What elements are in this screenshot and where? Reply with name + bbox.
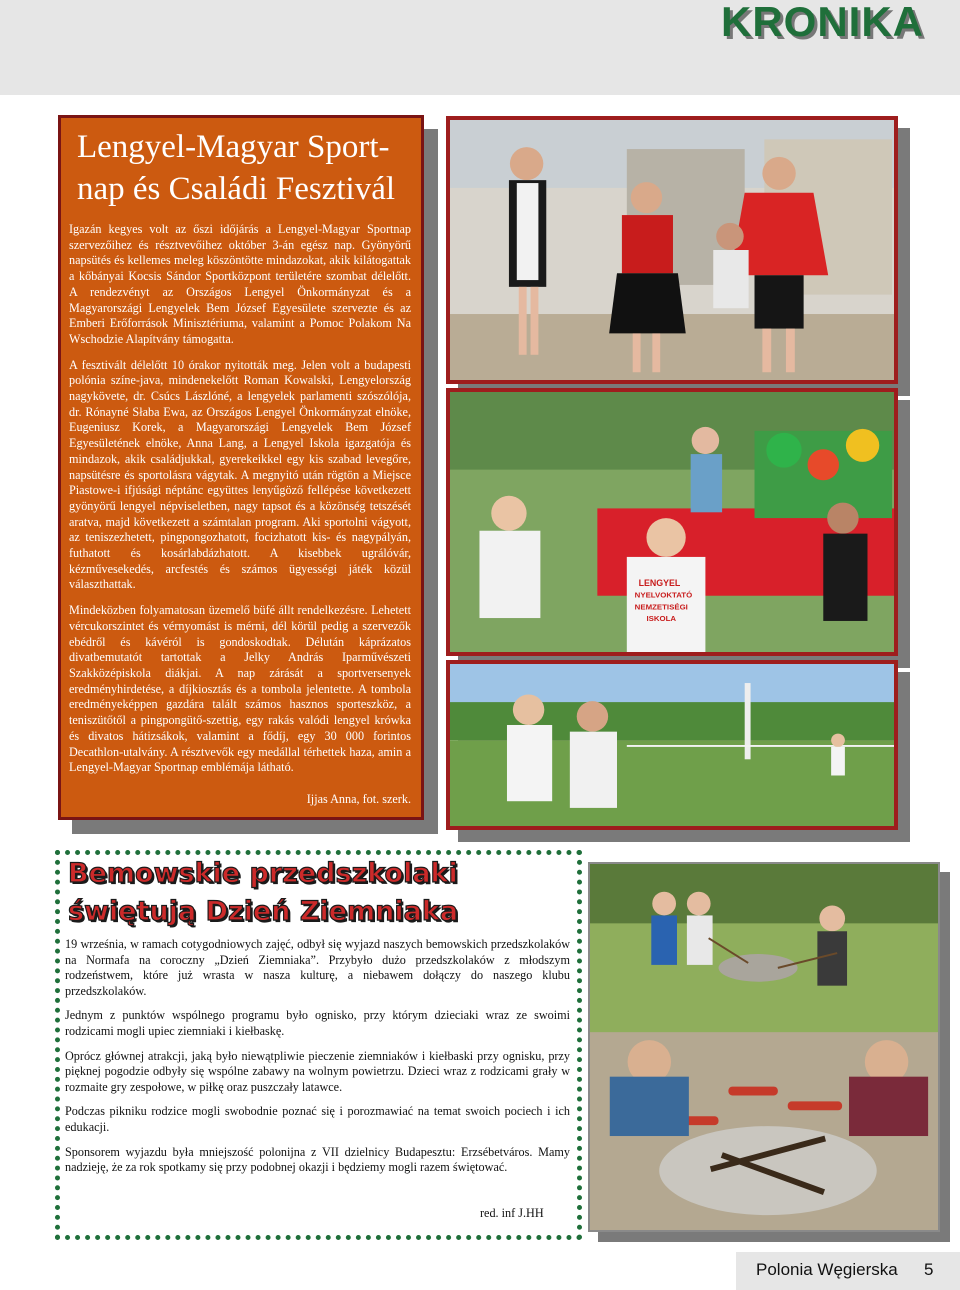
polish-paragraph: Jednym z punktów wspólnego programu było ognisko, przy którym dzieciaki wraz ze swoimi rodzicami mogli upiec ziemniaki i kiełbaskę. [65,1008,570,1038]
polish-article-title [68,855,573,931]
article-paragraph: Mindeközben folyamatosan üzemelő büfé állt rendelkezésre. Lehetett vércukorszintet és vérnyomást is mérni, dél körül pedig a szervezők ebédről és kávéról is gondoskodtak. Délután káprázatos divatbemutatót tartottak a Jelky András Iparművészeti Szakközépiskola diákjai. A nap zárását a sportversenyek eredményhirdetése, a díjkiosztás és a tombola jelentette. A tombola eredményeképpen gazdára talált számos hasznos sporteszköz, a teniszütőtől a pingpongütő-szettig, egy rakás valódi lengyel krówka és divatos hátizsákok, valamint a fődíj, egy 30 000 forintos Decathlon-utalvány. A résztvevők egy medállal térhettek haza, amin a Lengyel-Magyar Sportnap emblémája látható. [69,603,411,775]
article-paragraph: A fesztivált délelőtt 10 órakor nyitották meg. Jelen volt a budapesti polónia színe-java, mindenekelőtt Roman Kowalski, Lengyelország nagykövete, dr. Csúcs Lászlóné, a lengyelek parlamenti szószólója, dr. Rónayné Słaba Ewa, az Országos Lengyel Önkormányzat elnöke, Eugeniusz Korek, a Magyarországi Lengyelek Bem József Egyesületének elnöke, Anna Lang, a Lengyel Iskola igazgatója és mindazok, akik családjukkal, gyerekeikkel egy kis szabad levegőre, napsütésre és sportolásra vágytak. A megnyitó után rögtön a Miejsce Piastowe-i ifjúsági néptánc együttes lenyűgöző fellépése következett gyönyörű lengyel népviseletben, nagy tapsot és a közönség tetszését aratva, majd következett a számtalan program. Aki sportolni vágyott, az teniszezhetett, pingpongozhatott, focizhatott kis- és nagypályán, futhatott és kosárlabdázhatott. A kisebbek ugrálóvár, kézművesekedés, arcfestés és számos ügyességi játék közül választhattak. [69,357,411,592]
article-title-line2: nap és Családi Fesztivál [77,171,396,207]
article-paragraph: Igazán kegyes volt az őszi időjárás a Lengyel-Magyar Sportnap szervezőihez és résztvevőihez október 3-án egész nap. Gyönyörű napsütés és kellemes meleg köszöntötte mindazokat, akik kilátogattak a kőbányai Kocsis Sándor Sportközpont területére szombat délelőtt. A rendezvényt az Országos Lengyel Önkormányzat és a Magyarországi Lengyelek Bem József Egyesülete szervezte és az Emberi Erőforrások Minisztériuma, valamint a Pomoc Polakom Na Wschodzie Alapítvány támogatta. [69,222,411,346]
sports-field-photo [446,660,898,830]
polish-paragraph: Oprócz głównej atrakcji, jaką było niewątpliwie pieczenie ziemniaków i kiełbaski przy ognisku, przy pięknej pogodzie odbyły się wspólne zabawy na wolnym powietrzu. Dzieci wraz z rodzicami grały w rozmaite gry zespołowe, w piłkę oraz puszczały latawce. [65,1048,570,1094]
polish-title-line1: Bemowskie przedszkolaki [68,858,458,889]
polish-signature: red. inf J.HH [480,1206,544,1220]
article-title-line1: Lengyel-Magyar Sport- [77,129,390,165]
polish-article-body [65,937,570,1185]
page-number: 5 [924,1260,934,1279]
article-title [77,126,421,210]
polish-paragraph: 19 września, w ramach cotygodniowych zajęć, odbył się wyjazd naszych bemowskich przedszkolaków na Normafa na coroczny „Dzień Ziemniaka”. Przybyło dużo przedszkolaków z młodszym rodzeństwem, które już wrasta w nasza kulturę, a niebawem dołączy do naszego klubu przedszkolaków. [65,937,570,998]
magazine-name: Polonia Węgierska [756,1260,898,1279]
shirt-text-3: NEMZETISÉGI [634,602,688,612]
shirt-text-2: NYELVOKTATÓ [634,590,693,600]
article-body [69,222,411,776]
crafts-table-photo [446,388,898,656]
article-box [58,115,424,820]
campfire-photo [588,862,940,1232]
shirt-text-1: LENGYEL [638,578,681,589]
polish-title-line2: świętują Dzień Ziemniaka [68,896,459,927]
shirt-text-4: ISKOLA [646,613,677,623]
section-title: KRONIKA [721,0,924,45]
article-signature: Ijjas Anna, fot. szerk. [306,792,411,806]
polish-paragraph: Podczas pikniku rodzice mogli swobodnie poznać się i porozmawiać na temat swoich pociech i ich edukacji. [65,1104,570,1134]
fashion-show-photo [446,116,898,384]
polish-paragraph: Sponsorem wyjazdu była mniejszość polonijna z VII dzielnicy Budapesztu: Erzsébetváros. Mamy nadzieję, że za rok spotkamy się przy podobnej okazji i będziemy mogli razem świętować. [65,1144,570,1175]
